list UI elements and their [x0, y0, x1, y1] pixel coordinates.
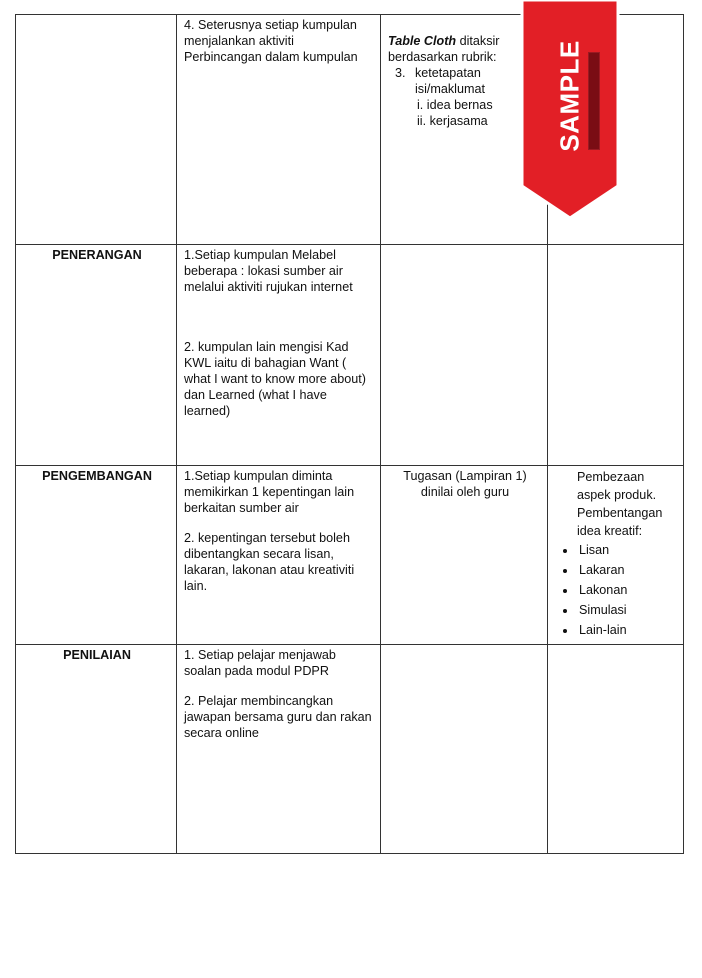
- assessment-text: Tugasan (Lampiran 1) dinilai oleh guru: [403, 469, 527, 499]
- activity-cell: [177, 645, 381, 854]
- notes-intro: Pembezaan aspek produk.: [577, 470, 657, 502]
- notes-cell: [548, 245, 684, 466]
- list-item: • Lain-lain: [577, 621, 678, 639]
- notes-cell: [548, 466, 684, 645]
- stage-cell: PENERANGAN: [16, 245, 177, 466]
- stage-cell: PENILAIAN: [16, 645, 177, 854]
- assessment-cell: [381, 645, 548, 854]
- activity-text: 2. Pelajar membincangkan jawapan bersama guru dan rakan secara online: [184, 694, 372, 740]
- list-item: • Lakaran: [577, 561, 678, 579]
- rubric-list: [388, 65, 542, 129]
- table-row: [16, 245, 684, 466]
- stage-cell: [16, 15, 177, 245]
- rubric-item-number: 3.: [395, 66, 406, 80]
- assessment-line1: ditaksir: [456, 34, 500, 48]
- assessment-cell: [381, 245, 548, 466]
- notes-cell: [548, 645, 684, 854]
- watermark-text: SAMPLE: [554, 40, 585, 152]
- list-item: • Lakonan: [577, 581, 678, 599]
- activity-text: 1. Setiap pelajar menjawab soalan pada modul PDPR: [184, 648, 336, 678]
- presentation-options-list: [553, 541, 678, 639]
- rubric-item-text: ketetapatan isi/maklumat: [415, 66, 485, 96]
- assessment-cell: [381, 466, 548, 645]
- activity-text: 4. Seterusnya setiap kumpulan menjalankan aktiviti Perbincangan dalam kumpulan: [184, 18, 358, 64]
- activity-cell: [177, 245, 381, 466]
- activity-text: 1.Setiap kumpulan diminta memikirkan 1 kepentingan lain berkaitan sumber air: [184, 469, 355, 515]
- activity-text: 2. kumpulan lain mengisi Kad KWL iaitu di bahagian Want ( what I want to know more about) dan Learned (what I have learned): [184, 340, 367, 418]
- assessment-text: [388, 33, 542, 49]
- list-item: • Lisan: [577, 541, 678, 559]
- notes-intro: Pembentangan idea kreatif:: [577, 506, 663, 538]
- activity-text: 2. kepentingan tersebut boleh dibentangkan secara lisan, lakaran, lakonan atau kreativiti lain.: [184, 531, 355, 593]
- rubric-sub-item: i. idea bernas: [417, 98, 493, 112]
- table-row: [16, 645, 684, 854]
- activity-cell: [177, 466, 381, 645]
- rubric-sub-item: ii. kerjasama: [417, 114, 488, 128]
- rubric-item: [388, 65, 542, 97]
- ribbon-bar: [588, 52, 600, 150]
- table-row: [16, 466, 684, 645]
- list-item: • Simulasi: [577, 601, 678, 619]
- assessment-line2: berdasarkan rubrik:: [388, 50, 497, 64]
- stage-cell: PENGEMBANGAN: [16, 466, 177, 645]
- assessment-term: Table Cloth: [388, 34, 457, 48]
- activity-cell: [177, 15, 381, 245]
- activity-text: 1.Setiap kumpulan Melabel beberapa : lokasi sumber air melalui aktiviti rujukan internet: [184, 248, 353, 294]
- sample-watermark-ribbon: [520, 0, 620, 220]
